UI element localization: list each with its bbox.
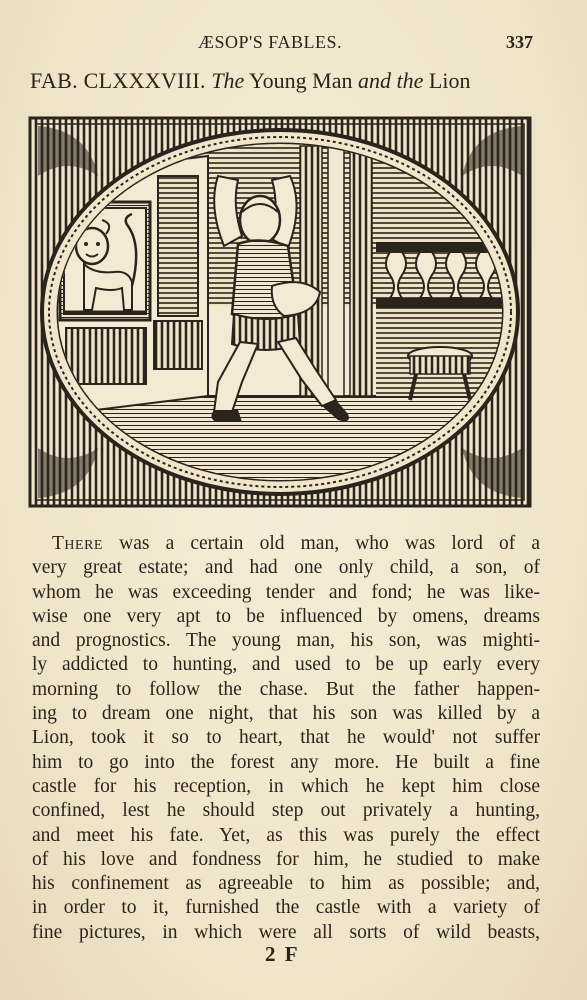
body-line-10: him to go into the forest any more. He built a fine	[32, 751, 540, 773]
body-line-16: in order to it, furnished the castle with a variety of	[32, 897, 540, 919]
body-line-13: and meet his fate. Yet, as this was purely the effect	[32, 824, 540, 846]
body-line-4: wise one very apt to be influenced by omens, dreams	[32, 605, 540, 627]
fable-title-young-man: Young Man	[249, 68, 353, 93]
body-line-17: fine pictures, in which were all sorts of wild beasts,	[32, 921, 540, 943]
body-line-5: and prognostics. The young man, his son, was mighti-	[32, 630, 540, 652]
body-line-7: morning to follow the chase. But the father happen-	[32, 678, 540, 700]
body-line-12: confined, lest he should step out privately a hunting,	[32, 800, 540, 822]
body-line-11: castle for his reception, in which he kept him close	[32, 775, 540, 797]
running-head	[0, 32, 587, 56]
body-line-2: very great estate; and had one only child, a son, of	[32, 557, 540, 579]
fable-number: FAB. CLXXXVIII.	[30, 68, 206, 93]
running-title: ÆSOP'S FABLES.	[198, 32, 342, 52]
signature-mark: 2 F	[265, 942, 300, 966]
fable-title-and-the: and the	[358, 68, 424, 93]
pillars	[300, 146, 372, 396]
fable-body	[32, 532, 540, 945]
woodcut-illustration	[28, 116, 532, 508]
body-line-8: ing to dream one night, that his son was killed by a	[32, 703, 540, 725]
body-line-9: Lion, took it so to heart, that he would' not suffer	[32, 727, 540, 749]
body-line-3: whom he was exceeding tender and fond; he was like-	[32, 581, 540, 603]
page-number: 337	[506, 32, 533, 52]
body-line-15: his confinement as agreeable to him as possible; and,	[32, 873, 540, 895]
body-line-14: of his love and fondness for him, he studied to make	[32, 848, 540, 870]
fable-title-lion: Lion	[428, 68, 471, 93]
body-line-6: ly addicted to hunting, and used to be up early every	[32, 654, 540, 676]
body-line-1: There was a certain old man, who was lord of a	[52, 533, 540, 554]
drop-word: There	[52, 533, 103, 554]
fable-title-the: The	[211, 68, 245, 93]
fable-title	[30, 68, 560, 94]
